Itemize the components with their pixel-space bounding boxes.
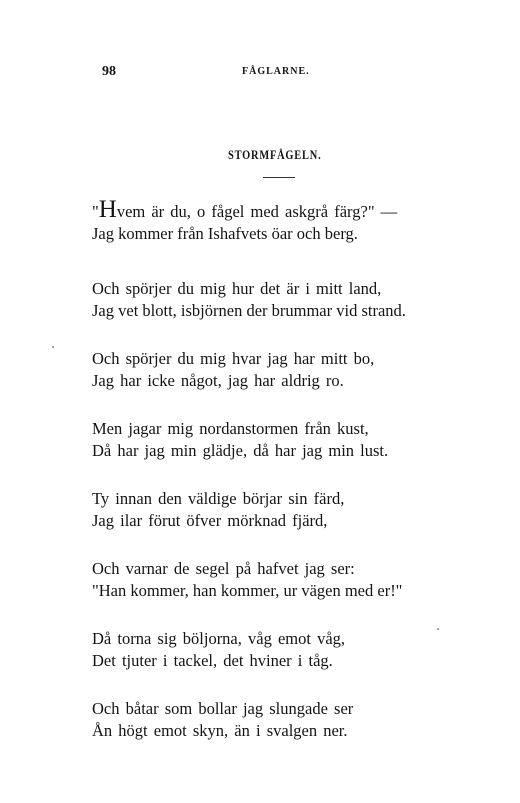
stanza-7 xyxy=(92,628,472,672)
stanza-1 xyxy=(92,196,472,245)
stanza-8 xyxy=(92,698,472,742)
poem-title: STORMFÅGELN. xyxy=(228,147,322,162)
page-number: 98 xyxy=(102,64,116,79)
poem-line: Jag ilar förut öfver mörknad fjärd, xyxy=(92,511,328,530)
poem-line xyxy=(92,196,472,223)
paper-speck xyxy=(437,628,439,630)
running-head: FÅGLARNE. xyxy=(242,66,310,77)
first-line-text: vem är du, o fågel med askgrå färg?" — xyxy=(116,202,398,221)
poem-line: Och spörjer du mig hvar jag har mitt bo, xyxy=(92,349,375,368)
poem-line: Och spörjer du mig hur det är i mitt land, xyxy=(92,279,382,298)
stanza-5 xyxy=(92,488,472,532)
poem-line: Jag kommer från Ishafvets öar och berg. xyxy=(92,224,358,243)
stanza-2 xyxy=(92,278,472,322)
poem-line: Då har jag min glädje, då har jag min lust. xyxy=(92,441,389,460)
poem-line: Ån högt emot skyn, än i svalgen ner. xyxy=(92,721,348,740)
poem-line: "Han kommer, han kommer, ur vägen med er!" xyxy=(92,581,403,600)
drop-cap: H xyxy=(98,196,117,223)
stanza-6 xyxy=(92,558,472,602)
poem-line: Då torna sig böljorna, våg emot våg, xyxy=(92,629,346,648)
poem-line: Jag vet blott, isbjörnen der brummar vid strand. xyxy=(92,301,406,320)
poem-line: Det tjuter i tackel, det hviner i tåg. xyxy=(92,651,333,670)
poem-line: Ty innan den väldige börjar sin färd, xyxy=(92,489,345,508)
stanza-4 xyxy=(92,418,472,462)
stanza-3 xyxy=(92,348,472,392)
poem-line: Och båtar som bollar jag slungade ser xyxy=(92,699,354,718)
title-divider xyxy=(263,177,295,178)
poem-line: Men jagar mig nordanstormen från kust, xyxy=(92,419,369,438)
poem-line: Jag har icke något, jag har aldrig ro. xyxy=(92,371,344,390)
paper-speck xyxy=(52,346,54,348)
opening-quote: " xyxy=(92,202,99,221)
poem-line: Och varnar de segel på hafvet jag ser: xyxy=(92,559,355,578)
